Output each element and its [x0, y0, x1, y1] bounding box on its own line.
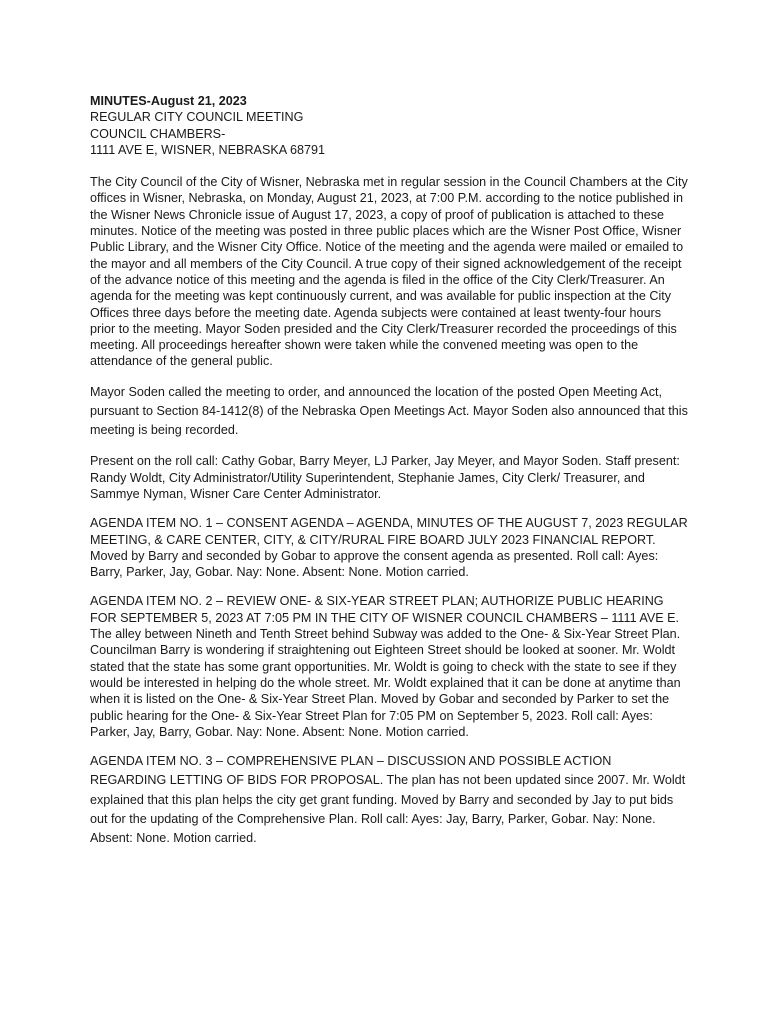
- document-page: [90, 93, 688, 848]
- meeting-address: 1111 AVE E, WISNER, NEBRASKA 68791: [90, 142, 325, 157]
- agenda-item-1: AGENDA ITEM NO. 1 – CONSENT AGENDA – AGENDA, MINUTES OF THE AUGUST 7, 2023 REGULAR MEETING, & CARE CENTER, CITY, & CITY/RURAL FIRE BOARD JULY 2023 FINANCIAL REPORT. Moved by Barry and seconded by Gobar to approve the consent agenda as presented. Roll call: Ayes: Barry, Parker, Jay, Gobar. Nay: None. Absent: None. Motion carried.: [90, 516, 688, 580]
- intro-paragraph: The City Council of the City of Wisner, Nebraska met in regular session in the Council Chambers at the City offices in Wisner, Nebraska, on Monday, August 21, 2023, at 7:00 P.M. according to the notice published in the Wisner News Chronicle issue of August 17, 2023, a copy of proof of publication is attached to these minutes. Notice of the meeting was posted in three public places which are the Wisner Post Office, Wisner Public Library, and the Wisner City Office. Notice of the meeting and the agenda were mailed or emailed to the mayor and all members of the City Council. A true copy of their signed acknowledgement of the receipt of the advance notice of this meeting and the agenda is filed in the office of the City Clerk/Treasurer. An agenda for the meeting was kept continuously current, and was available for public inspection at the City Offices three days before the meeting date. Agenda subjects were contained at least twenty-four hours prior to the meeting. Mayor Soden presided and the City Clerk/Treasurer recorded the proceedings of this meeting. All proceedings hereafter shown were taken while the convened meeting was open to the attendance of the general public.: [90, 175, 688, 369]
- agenda-item-2: AGENDA ITEM NO. 2 – REVIEW ONE- & SIX-YEAR STREET PLAN; AUTHORIZE PUBLIC HEARING FOR SEPTEMBER 5, 2023 AT 7:05 PM IN THE CITY OF WISNER COUNCIL CHAMBERS – 1111 AVE E. The alley between Nineth and Tenth Street behind Subway was added to the One- & Six-Year Street Plan. Councilman Barry is wondering if straightening out Eighteen Street should be looked at sooner. Mr. Woldt stated that the state has some grant opportunities. Mr. Woldt is going to check with the state to see if they would be interested in helping do the whole street. Mr. Woldt explained that it can be done at anytime than when it is listed on the One- & Six-Year Street Plan. Moved by Gobar and seconded by Parker to set the public hearing for the One- & Six-Year Street Plan for 7:05 PM on September 5, 2023. Roll call: Ayes: Parker, Jay, Barry, Gobar. Nay: None. Absent: None. Motion carried.: [90, 594, 681, 739]
- roll-call-paragraph: Present on the roll call: Cathy Gobar, Barry Meyer, LJ Parker, Jay Meyer, and Mayor Soden. Staff present: Randy Woldt, City Administrator/Utility Superintendent, Stephanie James, City Clerk/ Treasurer, and Sammye Nyman, Wisner Care Center Administrator.: [90, 454, 680, 501]
- document-header: [90, 93, 688, 158]
- agenda-item-3: AGENDA ITEM NO. 3 – COMPREHENSIVE PLAN – DISCUSSION AND POSSIBLE ACTION REGARDING LETTING OF BIDS FOR PROPOSAL. The plan has not been updated since 2007. Mr. Woldt explained that this plan helps the city get grant funding. Moved by Barry and seconded by Jay to put bids out for the updating of the Comprehensive Plan. Roll call: Ayes: Jay, Barry, Parker, Gobar. Nay: None. Absent: None. Motion carried.: [90, 754, 686, 845]
- minutes-title: MINUTES-August 21, 2023: [90, 94, 247, 108]
- call-to-order-paragraph: Mayor Soden called the meeting to order, and announced the location of the posted Open Meeting Act, pursuant to Section 84-1412(8) of the Nebraska Open Meetings Act. Mayor Soden also announced that this meeting is being recorded.: [90, 384, 688, 438]
- meeting-type: REGULAR CITY COUNCIL MEETING: [90, 110, 304, 125]
- meeting-location: COUNCIL CHAMBERS-: [90, 126, 226, 141]
